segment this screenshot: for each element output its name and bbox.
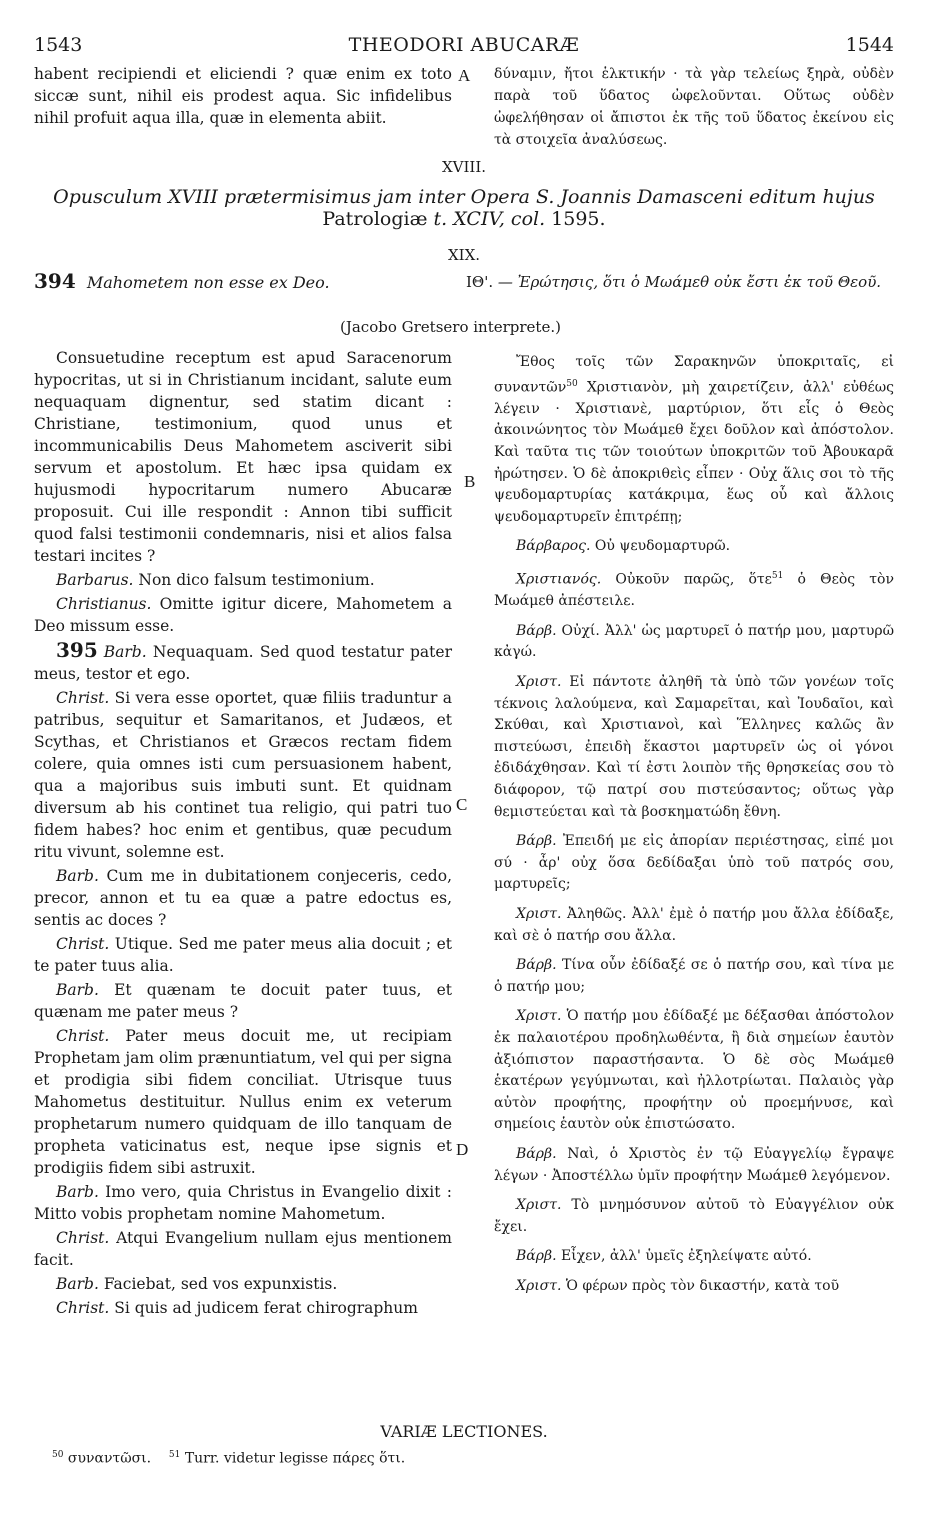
latin-paragraph xyxy=(34,1025,452,1179)
latin-text: Utique. Sed me pater meus alia docuit ; et te pater tuus alia. xyxy=(34,935,452,975)
greek-text: Εἰ πάντοτε ἀληθῆ τὰ ὑπὸ τῶν γονέων τοῖς τέκνοις λαλούμενα, καὶ Σαμαρεῖται, καὶ Ἰουδαῖοι, καὶ Σκύθαι, καὶ Χριστιανοὶ, καὶ Ἕλληνες καλῶς ἂν πιστεύωσι, ἐπειδὴ ἕκαστοι μαρτυρεῖν ὡς οἱ γόνοι ἐδιδάχθησαν. Καὶ τί ἐστι λοιπὸν τῆς θρησκείας σου τὸ διάφορον, τῷ πατρί σου πιστεύσαντος; οὕτως γὰρ θεμιστεύεται καὶ τὰ βοσκηματώδη ἔθνη. xyxy=(494,674,894,820)
greek-top-paragraph xyxy=(494,63,894,151)
latin-speaker: Christ. xyxy=(56,1027,110,1045)
latin-speaker: Christ. xyxy=(56,689,110,707)
margin-marker-b: B xyxy=(464,472,476,491)
greek-speaker: Βάρβ. xyxy=(516,957,557,974)
column-number-394: 394 xyxy=(34,269,76,293)
greek-dialogue xyxy=(494,352,894,1297)
greek-text: Οὐχί. Ἀλλ' ὡς μαρτυρεῖ ὁ πατήρ μου, μαρτυρῶ κἀγώ. xyxy=(494,622,894,661)
greek-paragraph xyxy=(494,1006,894,1136)
greek-paragraph xyxy=(494,1276,894,1298)
greek-speaker: Χριστ. xyxy=(516,1008,562,1025)
greek-paragraph xyxy=(494,1246,894,1268)
latin-section-heading xyxy=(34,269,330,293)
latin-text: Et quænam te docuit pater tuus, et quænam me pater meus ? xyxy=(34,981,452,1021)
greek-speaker: Χριστ. xyxy=(516,1197,562,1214)
greek-paragraph xyxy=(494,955,894,998)
footnote-marker-51: 51 xyxy=(168,1450,181,1460)
interpreter-note: (Jacobo Gretsero interprete.) xyxy=(340,318,561,336)
latin-speaker: Christianus. xyxy=(56,595,152,613)
greek-paragraph xyxy=(494,352,894,528)
column-number-395: 395 xyxy=(56,638,98,662)
greek-speaker: Βάρβαρος. xyxy=(516,538,591,555)
greek-speaker: Χριστιανός. xyxy=(516,571,602,588)
variant-readings xyxy=(52,1450,894,1467)
greek-text: Ὁ φέρων πρὸς τὸν δικαστήν, κατὰ τοῦ xyxy=(561,1277,840,1294)
latin-speaker: Barb. xyxy=(56,1183,99,1201)
latin-text: Pater meus docuit me, ut recipiam Prophetam jam olim prænuntiatum, vel qui per signa et prodigia sibi fidem conciliat. Utrisque tuus Mahometus destituitur. Nullus enim ex veterum prophetarum numero quidquam de illo tanquam de propheta vaticinatus est, neque ipse signis et prodigiis fidem sibi astruxit. xyxy=(34,1027,453,1177)
greek-speaker: Χριστ. xyxy=(516,674,562,691)
greek-text: Ἐπειδή με εἰς ἀπορίαν περιέστησας, εἰπέ μοι σύ · ἆρ' οὐχ ὅσα δεδίδαξαι ὑπὸ τοῦ πατρός σου, μαρτυρεῖς; xyxy=(494,833,894,893)
page-number-right: 1544 xyxy=(845,34,894,56)
latin-paragraph xyxy=(34,569,452,591)
greek-paragraph xyxy=(494,831,894,896)
greek-paragraph xyxy=(494,536,894,558)
latin-text: Cum me in dubitationem conjeceris, cedo, precor, annon et tu ea quæ a patre edoctus es, sentis ac doces ? xyxy=(34,867,452,929)
greek-speaker: Χριστ. xyxy=(516,1277,562,1294)
margin-marker-a: A xyxy=(458,66,471,85)
latin-paragraph xyxy=(34,347,452,567)
running-title: THEODORI ABUCARÆ xyxy=(348,34,580,56)
greek-text: Τὸ μνημόσυνον αὐτοῦ τὸ Εὐαγγέλιον οὐκ ἔχει. xyxy=(494,1197,894,1235)
greek-text: Τίνα οὖν ἐδίδαξέ σε ὁ πατήρ σου, καὶ τίνα με ὁ πατήρ μου; xyxy=(494,957,894,995)
greek-paragraph xyxy=(494,672,894,823)
latin-speaker: Christ. xyxy=(56,935,110,953)
latin-speaker: Barb. xyxy=(56,867,99,885)
greek-text: Χριστιανὸν, μὴ χαιρετίζειν, ἀλλ' εὐθέως λέγειν · Χριστιανὲ, μαρτύριον, ὅτι εἷς ὁ Θεὸς ἀκοινώνητος τὸν Μωάμεθ ἔχει δοῦλον καὶ ἀπόστολον. Καὶ ταῦτα τις τῶν τοιούτων ὑποκριτῶν τοῦ Ἀβουκαρᾶ ἠρώτησεν. Ὁ δὲ ἀποκριθεὶς εἶπεν · Οὐχ ἅλις σοι τὸ τῆς ψευδομαρτυρίας κατάκριμα, ἕως οὗ καὶ ἄλλοις ψευδομαρτυρεῖν ἐπιτρέπῃ; xyxy=(494,379,894,525)
latin-speaker: Barb. xyxy=(56,981,99,999)
latin-dialogue xyxy=(34,347,452,1319)
greek-text: Οὐκοῦν παρῶς, ὅτε xyxy=(601,571,772,588)
greek-section-number: ΙΘ'. xyxy=(466,273,494,291)
footnote-ref-51: 51 xyxy=(771,571,784,581)
latin-top-text: habent recipiendi et eliciendi ? quæ enim ex toto siccæ sunt, nihil eis prodest aqua. Sic infidelibus nihil profuit aqua illa, quæ in elementa abiit. xyxy=(34,65,452,127)
latin-speaker: Barbarus. xyxy=(56,571,134,589)
latin-paragraph xyxy=(34,933,452,977)
latin-text: Consuetudine receptum est apud Saracenorum hypocritas, ut si in Christianum incidant, salute eum nequaquam dignentur, sed statim dicant : Christiane, testimonium, quod unus et incommunicabilis Deus Mahometem asciverit sibi servum et apostolum. Et hæc ipsa quidam ex hujusmodi hypocritarum numero Abucaræ proposuit. Cui ille respondit : Annon tibi sufficit quod falsi testimonii condemnaris, nisi et alios falsa testari incites ? xyxy=(34,349,452,565)
greek-speaker: Βάρβ. xyxy=(516,833,557,850)
latin-top-paragraph xyxy=(34,63,452,129)
latin-paragraph xyxy=(34,639,452,685)
latin-speaker: Christ. xyxy=(56,1299,110,1317)
latin-paragraph xyxy=(34,593,452,637)
latin-paragraph xyxy=(34,865,452,931)
greek-paragraph xyxy=(494,904,894,947)
running-header xyxy=(34,34,894,60)
greek-speaker: Βάρβ. xyxy=(516,1248,557,1265)
latin-paragraph xyxy=(34,979,452,1023)
latin-paragraph xyxy=(34,1227,452,1271)
latin-text: Imo vero, quia Christus in Evangelio dixit : Mitto vobis prophetam nomine Mahometum. xyxy=(34,1183,452,1223)
latin-text: Non dico falsum testimonium. xyxy=(133,571,375,589)
greek-section-title: — Ἐρώτησις, ὅτι ὁ Μωάμεθ οὐκ ἔστι ἐκ τοῦ Θεοῦ. xyxy=(497,273,882,291)
page-number-left: 1543 xyxy=(34,34,83,56)
latin-text: Faciebat, sed vos expunxistis. xyxy=(98,1275,338,1293)
latin-text: Si vera esse oportet, quæ filiis traduntur a patribus, sequitur et Samaritanos, et Judæos, et Scythas, et Christianos et Græcos rectam fidem colere, quia omnes isti cum persuasionem habent, qua a majoribus suis imbuti sunt. Et quidnam diversum ab his continet tua religio, qui patri tuo fidem habes? hoc enim et gentibus, quæ pecudum ritu vivunt, solemne est. xyxy=(34,689,452,861)
greek-speaker: Χριστ. xyxy=(516,905,562,922)
greek-text: Οὐ ψευδομαρτυρῶ. xyxy=(590,538,731,555)
greek-speaker: Βάρβ. xyxy=(516,622,557,639)
greek-text: Ἀληθῶς. Ἀλλ' ἐμὲ ὁ πατήρ μου ἄλλα ἐδίδαξε, καὶ σὲ ὁ πατήρ σου ἄλλα. xyxy=(494,905,894,944)
section-18-note-line1: Opusculum XVIII prætermisimus jam inter Opera S. Joannis Damasceni editum hujus xyxy=(53,186,875,208)
footnote-marker-50: 50 xyxy=(52,1450,64,1460)
greek-text: Ναὶ, ὁ Χριστὸς ἐν τῷ Εὐαγγελίῳ ἔγραψε λέγων · Ἀποστέλλω ὑμῖν προφήτην Μωάμεθ λεγόμενον. xyxy=(494,1145,894,1184)
latin-section-title: Mahometem non esse ex Deo. xyxy=(86,273,330,292)
section-18-note-col: 1595. xyxy=(551,208,606,230)
greek-paragraph xyxy=(494,1144,894,1187)
footnote-ref-50: 50 xyxy=(566,378,578,389)
footnote-text-51: Turr. videtur legisse πάρες ὅτι. xyxy=(184,1450,406,1467)
greek-text: Ἔθος τοῖς τῶν Σαρακηνῶν ὑποκριταῖς, εἰ συναντῶν xyxy=(494,354,894,396)
section-19-numeral: XIX. xyxy=(447,246,481,264)
latin-column xyxy=(34,347,452,1319)
greek-text: Εἶχεν, ἀλλ' ὑμεῖς ἐξηλείψατε αὐτό. xyxy=(556,1248,812,1265)
latin-text: Nequaquam. Sed quod testatur pater meus, testor et ego. xyxy=(34,643,452,683)
greek-paragraph xyxy=(494,566,894,613)
section-18-note-patrologiae: Patrologiæ xyxy=(322,208,428,230)
greek-section-heading xyxy=(466,272,894,292)
margin-marker-d: D xyxy=(456,1140,469,1159)
greek-text: ὁ Θεὸς τὸν Μωάμεθ ἀπέστειλε. xyxy=(494,571,894,610)
margin-marker-c: C xyxy=(456,795,468,814)
latin-speaker: Christ. xyxy=(56,1229,110,1247)
footnote-text-50: συναντῶσι. xyxy=(67,1450,152,1467)
section-18-note-line2 xyxy=(0,208,928,230)
latin-text: Si quis ad judicem ferat chirographum xyxy=(109,1299,418,1317)
latin-paragraph xyxy=(34,1181,452,1225)
latin-text: Omitte igitur dicere, Mahometem a Deo missum esse. xyxy=(34,595,452,635)
latin-text: Atqui Evangelium nullam ejus mentionem facit. xyxy=(34,1229,452,1269)
latin-speaker: Barb. xyxy=(103,643,147,661)
section-18-note-volume: t. XCIV, col. xyxy=(433,208,546,230)
greek-top-text: δύναμιν, ἤτοι ἑλκτικήν · τὰ γὰρ τελείως ξηρὰ, οὐδὲν παρὰ τοῦ ὕδατος ὠφελοῦνται. Οὕτως οὐδὲν ὠφελήθησαν οἱ ἄπιστοι ἐκ τῆς τοῦ ὕδατος ἐκείνου εἰς τὰ στοιχεῖα ἀναλύσεως. xyxy=(494,66,894,148)
greek-speaker: Βάρβ. xyxy=(516,1145,557,1162)
greek-paragraph xyxy=(494,1195,894,1238)
greek-column xyxy=(494,352,894,1297)
latin-speaker: Barb. xyxy=(56,1275,99,1293)
latin-paragraph xyxy=(34,1273,452,1295)
latin-paragraph xyxy=(34,687,452,863)
greek-text: Ὁ πατήρ μου ἐδίδαξέ με δέξασθαι ἀπόστολον ἐκ παλαιοτέρου προδηλωθέντα, ἢ διὰ σημείων ἑαυτὸν ἀξιόπιστον παραστήσαντα. Ὁ δὲ σὸς Μωάμεθ ἑκατέρων γεγύμνωται, καὶ ἠλλοτρίωται. Παλαιὸς γὰρ αὐτὸν προφήτης, προφήτην οὐ προεμήνυσε, καὶ σημείοις ἑαυτὸν οὐκ ἐπιστώσατο. xyxy=(494,1008,894,1133)
variae-lectiones-title: VARIÆ LECTIONES. xyxy=(380,1422,548,1441)
greek-paragraph xyxy=(494,621,894,664)
latin-paragraph xyxy=(34,1297,452,1319)
section-18-numeral: XVIII. xyxy=(441,158,487,176)
